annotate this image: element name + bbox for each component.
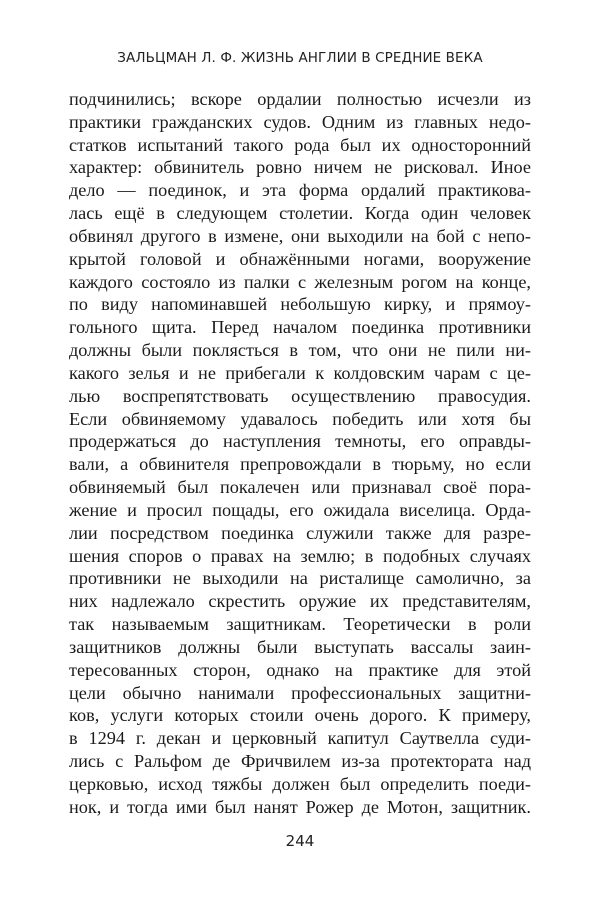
text-line: цели обычно нанимали профессиональных защитни- [69, 682, 531, 703]
text-line: вали, а обвинителя препровождали в тюрьму, но если [69, 454, 531, 475]
text-line: обвинял другого в измене, они выходили на бой с непо- [69, 225, 531, 246]
text-line: церковью, исход тяжбы должен был определить поеди- [69, 773, 531, 794]
text-line: продержаться до наступления темноты, его оправды- [69, 431, 531, 452]
text-line: лью воспрепятствовать осуществлению правосудия. [69, 385, 531, 406]
text-line: них надлежало скрестить оружие их представителям, [69, 591, 531, 612]
text-line: в 1294 г. декан и церковный капитул Саутвелла суди- [69, 728, 531, 749]
text-line: ков, услуги которых стоили очень дорого. К примеру, [69, 705, 531, 726]
text-line: характер: обвинитель ровно ничем не рисковал. Иное [69, 157, 531, 178]
text-line: противники не выходили на ристалище самолично, за [69, 568, 531, 589]
text-line: обвиняемый был покалечен или признавал своё пора- [69, 477, 531, 498]
running-header: ЗАЛЬЦМАН Л. Ф. ЖИЗНЬ АНГЛИИ В СРЕДНИЕ ВЕКА [117, 50, 483, 66]
body-text [69, 88, 531, 819]
text-line: жение и просил пощады, его ожидала виселица. Орда- [69, 499, 531, 520]
text-line: так называемым защитникам. Теоретически в роли [69, 614, 531, 635]
text-line: лись с Ральфом де Фричвилем из-за протектората над [69, 751, 531, 772]
text-line: тересованных сторон, однако на практике для этой [69, 659, 531, 680]
text-line: лась ещё в следующем столетии. Когда один человек [69, 203, 531, 224]
text-line: дело — поединок, и эта форма ордалий практикова- [69, 180, 531, 201]
text-line: подчинились; вскоре ордалии полностью исчезли из [69, 89, 531, 109]
page-number: 244 [285, 832, 315, 850]
text-line: должны были поклясться в том, что они не пили ни- [69, 340, 531, 361]
text-line: практики гражданских судов. Одним из главных недо- [69, 111, 531, 132]
text-line: по виду напоминавшей небольшую кирку, и прямоу- [69, 294, 531, 315]
text-line: нок, и тогда ими был нанят Рожер де Мотон, защитник. [69, 796, 531, 817]
text-line: каждого состояло из палки с железным рогом на конце, [69, 271, 531, 292]
text-line: какого зелья и не прибегали к колдовским чарам с це- [69, 362, 531, 383]
text-line: шения споров о правах на землю; в подобных случаях [69, 545, 531, 566]
text-line: статков испытаний такого рода был их односторонний [69, 134, 531, 155]
text-line: защитников должны были выступать вассалы заин- [69, 636, 531, 657]
text-line: Если обвиняемому удавалось победить или хотя бы [69, 408, 531, 429]
text-line: крытой головой и обнажёнными ногами, вооружение [69, 248, 531, 269]
text-line: лии посредством поединка служили также для разре- [69, 522, 531, 543]
text-line: гольного щита. Перед началом поединка противники [69, 317, 531, 338]
